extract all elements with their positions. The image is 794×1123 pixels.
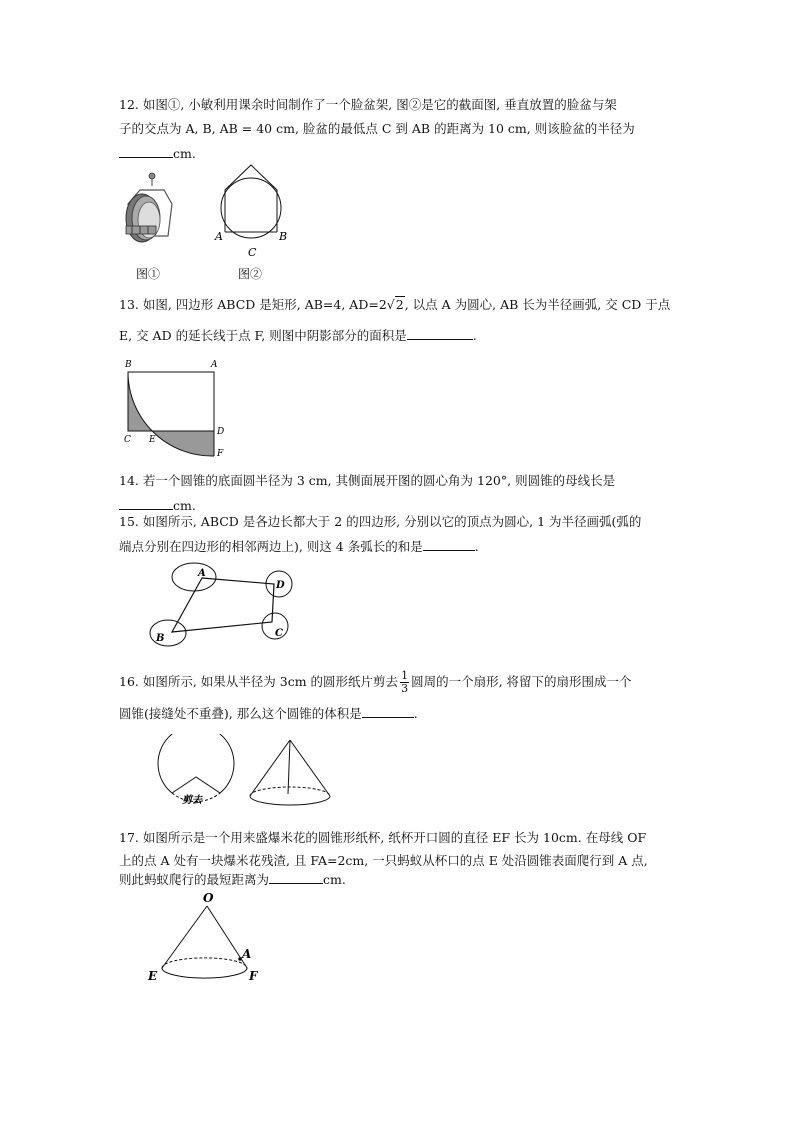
q16-cone-figures [144,734,344,822]
label-A: A [198,568,206,579]
q16-line2 [119,705,418,722]
label-C: C [248,246,257,259]
q17-line3 [119,871,346,888]
q13-line1-a: 13. 如图, 四边形 ABCD 是矩形, AB=4, AD=2 [119,297,387,312]
q14-unit: cm. [173,498,196,513]
answer-blank[interactable] [362,705,414,718]
q13-line1-b: , 以点 A 为圆心, AB 长为半径画弧, 交 CD 于点 [404,297,671,312]
q15-quadrilateral-figure [142,560,302,650]
label-C: C [124,435,131,445]
q12-basin-photo [118,166,178,250]
fraction [400,670,409,695]
label-B: B [125,360,132,370]
q15-line1: 15. 如图所示, ABCD 是各边长都大于 2 的四边形, 分别以它的顶点为圆心, 1 为半径画弧(弧的 [119,514,642,529]
q12-cross-section-figure [205,160,300,260]
q13-line2-text: E, 交 AD 的延长线于点 F, 则图中阴影部分的面积是 [119,328,407,343]
q14-line2 [119,497,196,514]
label-O: O [203,891,214,905]
q14-line1: 14. 若一个圆锥的底面圆半径为 3 cm, 其侧面展开图的圆心角为 120°, 则圆锥的母线长是 [119,473,616,488]
q13-rectangle-figure [120,356,230,460]
q13-line2 [119,327,477,344]
sqrt-symbol: √2 [386,297,404,312]
label-E: E [149,435,156,445]
answer-blank[interactable] [119,497,173,510]
q16-line1-a: 16. 如图所示, 如果从半径为 3cm 的圆形纸片剪去 [119,674,399,689]
q17-line2: 上的点 A 处有一块爆米花残渣, 且 FA=2cm, 一只蚂蚁从杯口的点 E 处沿圆锥表面爬行到 A 点, [119,853,648,868]
q12-line3 [119,145,196,162]
label-A: A [242,947,252,961]
q13-line2-end: . [472,328,477,343]
label-D: D [276,580,285,591]
answer-blank[interactable] [119,145,173,158]
sqrt-radicand: 2 [395,297,404,312]
answer-blank[interactable] [269,871,323,884]
q16-line2-text: 圆锥(接缝处不重叠), 那么这个圆锥的体积是 [119,706,362,721]
q15-line2-end: . [474,539,479,554]
q12-unit: cm. [173,146,196,161]
label-A: A [215,230,223,243]
label-B: B [279,230,288,243]
q17-unit: cm. [323,872,346,887]
q17-line3-text: 则此蚂蚁爬行的最短距离为 [119,872,270,887]
q16-line2-end: . [413,706,418,721]
q12-line2: 子的交点为 A, B, AB = 40 cm, 脸盆的最低点 C 到 AB 的距离为 10 cm, 则该脸盆的半径为 [119,121,635,136]
fig2-caption: 图② [238,267,263,281]
label-C: C [275,628,283,639]
answer-blank[interactable] [423,538,475,551]
cut-label: 剪去 [182,795,202,806]
label-F: F [217,449,224,459]
q16-line1 [119,670,632,695]
fig1-caption: 图① [136,267,161,281]
label-B: B [156,633,165,644]
fraction-denominator: 3 [401,682,409,695]
label-E: E [148,969,158,983]
q17-line1: 17. 如图所示是一个用来盛爆米花的圆锥形纸杯, 纸杯开口圆的直径 EF 长为 10cm. 在母线 OF [119,830,647,845]
q13-line1 [119,297,670,313]
q15-line2-text: 端点分别在四边形的相邻两边上), 则这 4 条弧长的和是 [119,539,423,554]
label-A: A [211,360,218,370]
q15-line2 [119,538,479,555]
label-F: F [249,969,258,983]
q12-line1: 12. 如图①, 小敏利用课余时间制作了一个脸盆架, 图②是它的截面图, 垂直放置的脸盆与架 [119,97,617,112]
fraction-numerator: 1 [401,669,409,682]
q17-cone-figure [144,888,274,992]
q16-line1-b: 圆周的一个扇形, 将留下的扇形围成一个 [411,674,632,689]
label-D: D [217,427,225,437]
answer-blank[interactable] [407,327,473,340]
